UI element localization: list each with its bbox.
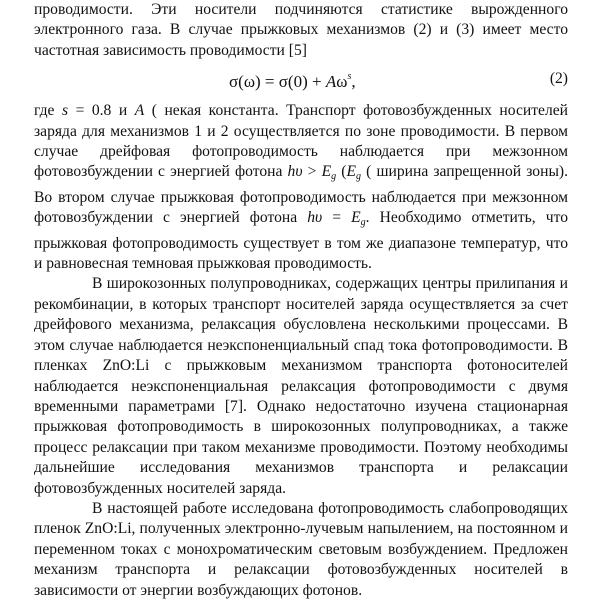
symbol-e: E <box>351 209 361 227</box>
equation-number: (2) <box>549 70 568 88</box>
text-segment: . Необходимо отметить, что прыжковая фотопроводимость существует в том же диапазоне температур, что и равновесная темновая прыжковая проводимость. <box>34 209 569 273</box>
text-segment: > <box>302 163 322 181</box>
text-segment: ( некая константа. Транспорт фотовозбужденных носителей заряда для механизмов 1 и 2 осуществляется по зоне проводимости. В первом случае дрейфовая фотопроводимость наблюдается при межзонном фотовозбуждении с энергией фотона <box>34 102 568 181</box>
text-segment: = 0.8 и <box>68 102 135 120</box>
symbol-s: s <box>61 102 69 120</box>
subscript-g: g <box>360 217 366 229</box>
subscript-g: g <box>356 171 362 183</box>
symbol-photon-energy: hυ <box>287 163 303 181</box>
symbol-photon-energy: hυ <box>307 209 323 227</box>
symbol-e: E <box>321 163 332 181</box>
equation-2 <box>34 63 568 95</box>
text-segment: где <box>34 102 62 120</box>
paragraph-transport <box>34 101 568 274</box>
paragraph-intro: проводимости. Эти носители подчиняются статистике вырожденного электронного газа. В случае прыжковых механизмов (2) и (3) имеет место частотная зависимость проводимости [5] <box>34 1 568 59</box>
formula-trail: , <box>351 72 356 92</box>
paragraph-wide-gap: В широкозонных полупроводниках, содержащих центры прилипания и рекомбинации, в которых транспорт носителей заряда осуществляется за счет дрейфового механизма, релаксация обусловлена несколькими процессами. В этом случае наблюдается неэкспоненциальный спад тока фотопроводимости. В пленках ZnO:Li с прыжковым механизмом транспорта фотоносителей наблюдается неэкспоненциальная релаксация фотопроводимости с двумя временными параметрами [7]. Однако недостаточно изучена стационарная прыжковая фотопроводимость в широкозонных полупроводниках, а также процесс релаксации при таком механизме проводимости. Поэтому необходимы дальнейшие исследования механизмов транспорта и релаксации фотовозбужденных носителей заряда. <box>34 275 568 497</box>
text-segment: ( ширина запрещенной зоны). Во втором случае прыжковая фотопроводимость наблюдается при межзонном фотовозбуждении с энергией фотона <box>34 163 569 227</box>
text-segment: ( <box>336 163 347 181</box>
formula-omega: ω <box>336 72 348 92</box>
symbol-a: A <box>134 102 145 120</box>
subscript-g: g <box>331 171 337 183</box>
text-segment: = <box>322 209 352 227</box>
formula-exponent: s <box>347 71 352 83</box>
formula <box>229 67 356 92</box>
symbol-e: E <box>346 163 357 181</box>
paragraph-present-work: В настоящей работе исследована фотопроводимость слабопроводящих пленок ZnO:Li, полученных электронно-лучевым напылением, на постоянном и переменном токах с монохроматическим световым возбуждением. Предложен механизм транспорта и релаксации фотовозбужденных носителей в зависимости от энергии возбуждающих фотонов. <box>34 499 568 599</box>
formula-lhs: σ(ω) = σ(0) + <box>229 72 326 92</box>
formula-constant-a: A <box>325 72 337 92</box>
